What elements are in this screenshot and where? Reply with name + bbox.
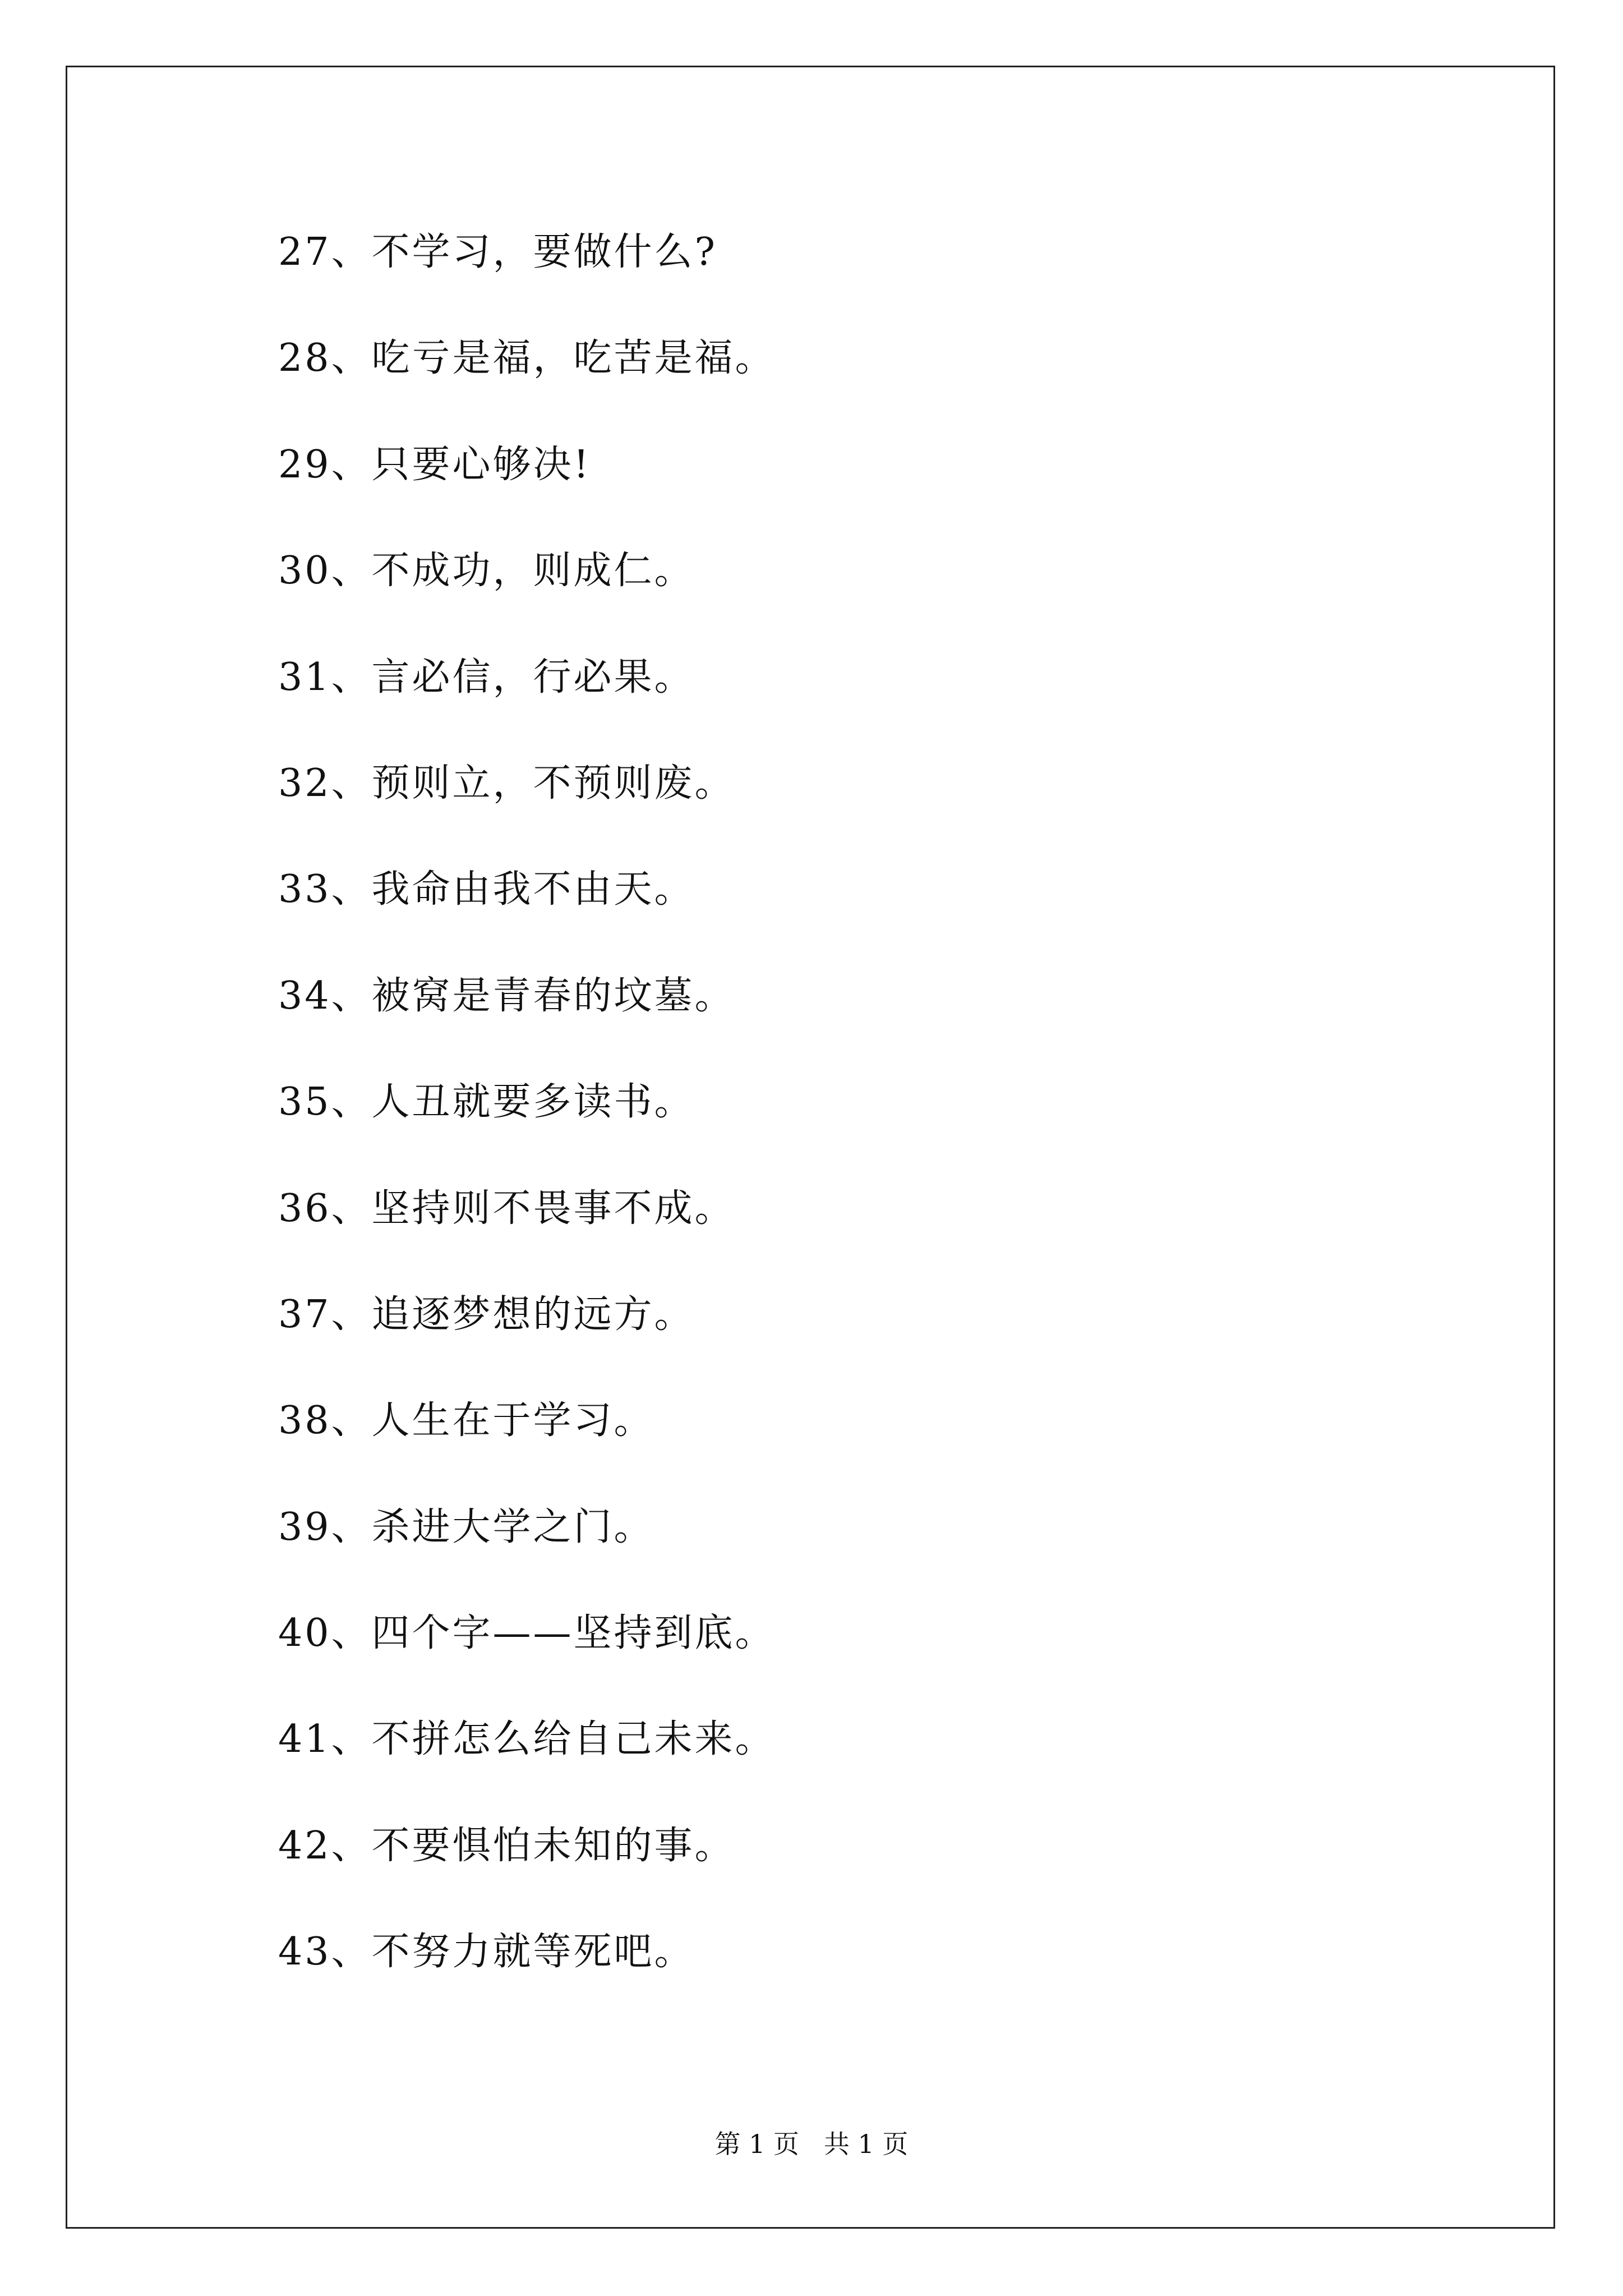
list-item: 35、人丑就要多读书。 <box>278 1080 695 1125</box>
quote-list <box>278 222 776 2028</box>
list-item: 30、不成功，则成仁。 <box>278 549 695 593</box>
list-item: 33、我命由我不由天。 <box>278 867 695 912</box>
list-item: 34、被窝是青春的坟墓。 <box>278 973 735 1018</box>
list-item: 28、吃亏是福，吃苦是福。 <box>278 336 776 381</box>
list-item: 42、不要惧怕未知的事。 <box>278 1823 735 1868</box>
list-item: 29、只要心够决! <box>278 442 591 487</box>
list-item: 40、四个字——坚持到底。 <box>278 1611 776 1656</box>
list-item: 41、不拼怎么给自己未来。 <box>278 1717 776 1762</box>
list-item: 36、坚持则不畏事不成。 <box>278 1186 735 1231</box>
list-item: 39、杀进大学之门。 <box>278 1504 654 1549</box>
list-item: 38、人生在于学习。 <box>278 1398 654 1443</box>
page-number-footer: 第 1 页 共 1 页 <box>714 2129 909 2159</box>
list-item: 31、言必信，行必果。 <box>278 655 695 700</box>
list-item: 37、追逐梦想的远方。 <box>278 1292 695 1337</box>
list-item: 27、不学习，要做什么? <box>278 230 717 274</box>
list-item: 43、不努力就等死吧。 <box>278 1930 695 1975</box>
list-item: 32、预则立，不预则废。 <box>278 761 735 806</box>
